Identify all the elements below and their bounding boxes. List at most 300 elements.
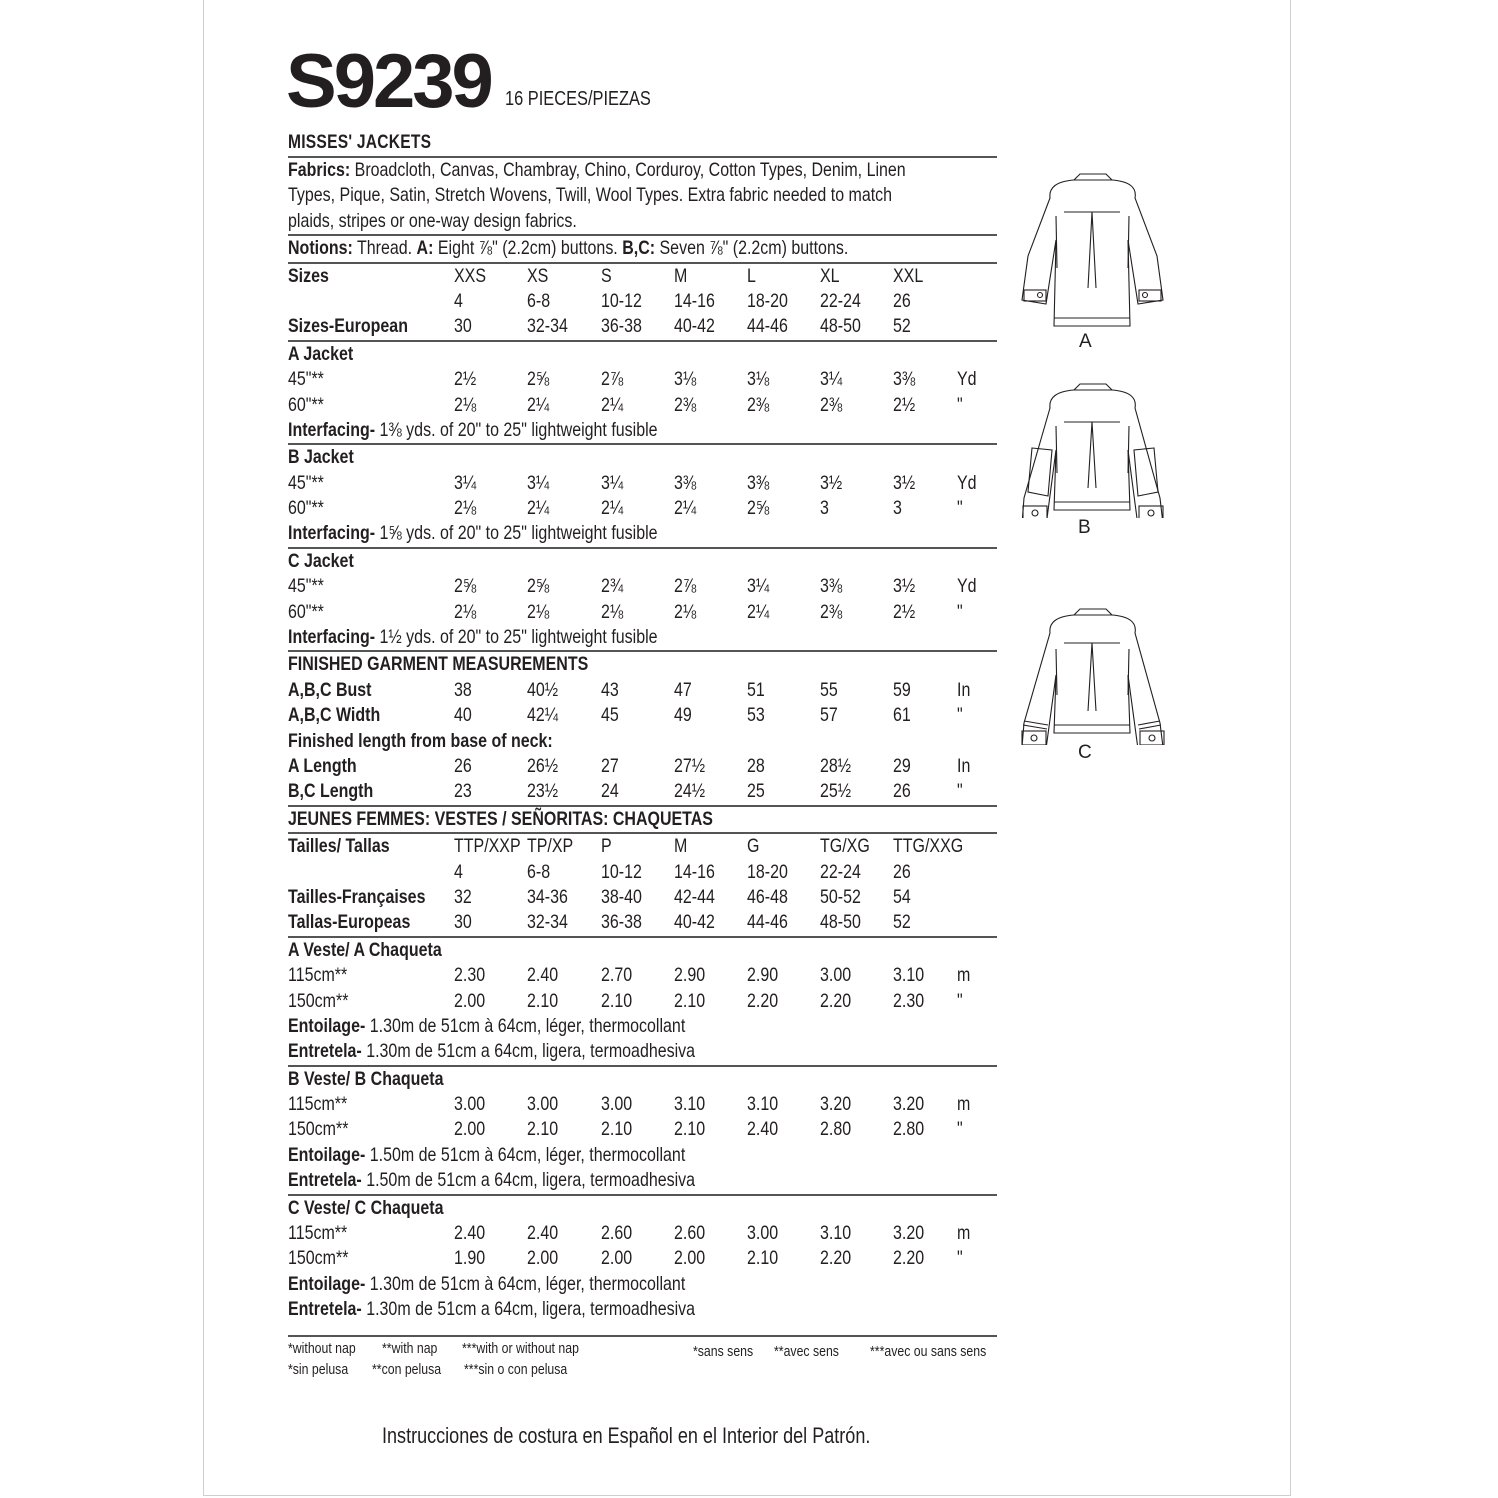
- value-cell: 47: [674, 678, 692, 701]
- row-label: 60"**: [288, 600, 324, 623]
- value-cell: 2¼: [527, 393, 550, 416]
- value-cell: 2.40: [454, 1222, 486, 1245]
- size-cell: 40-42: [674, 315, 715, 338]
- size-cell: XL: [820, 264, 840, 287]
- value-cell: 2.20: [747, 989, 779, 1012]
- value-cell: 2.80: [893, 1118, 925, 1141]
- fabrics-text-1: Broadcloth, Canvas, Chambray, Chino, Corduroy, Cotton Types, Denim, Linen: [354, 159, 906, 181]
- value-cell: 3: [893, 497, 902, 520]
- jacket-a-illustration: [1008, 168, 1178, 330]
- veste-section-b: [288, 1067, 997, 1194]
- value-cell: 2⅝: [527, 575, 550, 598]
- metric-row: [288, 1092, 997, 1117]
- value-cell: 2.40: [527, 964, 559, 987]
- value-cell: 61: [893, 704, 911, 727]
- value-cell: 2.10: [601, 1118, 633, 1141]
- value-cell: 2.00: [454, 989, 486, 1012]
- value-cell: 3.10: [893, 964, 925, 987]
- value-cell: 42-44: [674, 885, 715, 908]
- value-cell: 2⅞: [601, 368, 624, 391]
- row-label: A Veste/ A Chaqueta: [288, 938, 442, 961]
- value-cell: 3.10: [674, 1093, 706, 1116]
- value-cell: 45: [601, 704, 619, 727]
- yardage-chart: [288, 130, 997, 1379]
- value-cell: 2⅜: [674, 393, 697, 416]
- value-cell: 32: [454, 885, 472, 908]
- entoilage: [288, 1143, 997, 1168]
- value-cell: 27: [601, 754, 619, 777]
- jacket-title-row: [288, 445, 997, 470]
- value-cell: 34-36: [527, 885, 568, 908]
- value-cell: 3¼: [820, 368, 843, 391]
- row-label: Tailles-Françaises: [288, 885, 426, 908]
- value-cell: 23: [454, 780, 472, 803]
- size-cell: 14-16: [674, 289, 715, 312]
- a-length-row: [288, 754, 997, 779]
- unit-cell: ": [957, 497, 963, 520]
- unit-cell: ": [957, 704, 963, 727]
- metric-row: [288, 1246, 997, 1271]
- value-cell: 6-8: [527, 860, 551, 883]
- value-cell: P: [601, 835, 612, 858]
- entretela-text: 1.30m de 51cm a 64cm, ligera, termoadhesiva: [361, 1040, 696, 1063]
- entretela-label: Entretela-: [288, 1169, 362, 1192]
- sizes-label: Sizes: [288, 264, 329, 287]
- footnote-fr-1: *sans sens: [693, 1342, 754, 1360]
- row-label: 60"**: [288, 393, 324, 416]
- value-cell: 2.10: [674, 1118, 706, 1141]
- value-cell: 50-52: [820, 885, 861, 908]
- veste-title-row: [288, 938, 997, 963]
- spanish-instructions-note: Instrucciones de costura en Español en el Interior del Patrón.: [382, 1423, 871, 1448]
- notions-a-label: A:: [416, 237, 434, 260]
- yardage-row: [288, 393, 997, 418]
- value-cell: 2.10: [674, 989, 706, 1012]
- size-cell: 4: [454, 289, 463, 312]
- size-cell: 32-34: [527, 315, 568, 338]
- interfacing-label: Interfacing-: [288, 626, 376, 649]
- row-label: B Veste/ B Chaqueta: [288, 1067, 444, 1090]
- sizes-number-row: [288, 289, 997, 314]
- entretela: [288, 1039, 997, 1064]
- jacket-section-b: [288, 445, 997, 547]
- value-cell: 52: [893, 911, 911, 934]
- unit-cell: m: [957, 964, 971, 987]
- value-cell: 3.00: [820, 964, 852, 987]
- value-cell: 2.30: [454, 964, 486, 987]
- value-cell: 3.20: [820, 1093, 852, 1116]
- unit-cell: ": [957, 393, 963, 416]
- unit-cell: ": [957, 989, 963, 1012]
- jacket-c-illustration: [1008, 603, 1178, 745]
- value-cell: 3.00: [601, 1093, 633, 1116]
- value-cell: 25½: [820, 780, 852, 803]
- row-label: A Jacket: [288, 342, 354, 365]
- value-cell: 2⅝: [527, 368, 550, 391]
- intl-number-row: [288, 860, 997, 885]
- value-cell: 54: [893, 885, 911, 908]
- footnote-fr-2: **avec sens: [774, 1342, 839, 1360]
- jacket-section-c: [288, 549, 997, 651]
- size-cell: 36-38: [601, 315, 642, 338]
- unit-cell: m: [957, 1222, 971, 1245]
- fabrics-text-2: Types, Pique, Satin, Stretch Wovens, Twill, Wool Types. Extra fabric needed to match: [288, 184, 893, 207]
- value-cell: 2.00: [454, 1118, 486, 1141]
- value-cell: 2.40: [747, 1118, 779, 1141]
- value-cell: 25: [747, 780, 765, 803]
- value-cell: 44-46: [747, 911, 788, 934]
- size-cell: 22-24: [820, 289, 861, 312]
- entoilage-text: 1.30m de 51cm à 64cm, léger, thermocollant: [365, 1272, 686, 1295]
- veste-title-row: [288, 1067, 997, 1092]
- value-cell: 2.70: [601, 964, 633, 987]
- footnote-fr-3: ***avec ou sans sens: [870, 1342, 987, 1360]
- value-cell: 3.10: [820, 1222, 852, 1245]
- value-cell: TTP/XXP: [454, 835, 521, 858]
- value-cell: 57: [820, 704, 838, 727]
- fabrics-section: [288, 158, 997, 234]
- value-cell: 2¼: [674, 497, 697, 520]
- value-cell: 2⅝: [747, 497, 770, 520]
- value-cell: 59: [893, 678, 911, 701]
- value-cell: 2⅛: [454, 600, 477, 623]
- value-cell: 29: [893, 754, 911, 777]
- row-label: B Jacket: [288, 446, 354, 469]
- footnote-es-3: ***sin o con pelusa: [464, 1360, 568, 1378]
- value-cell: 2.10: [601, 989, 633, 1012]
- interfacing-label: Interfacing-: [288, 418, 376, 441]
- value-cell: 28: [747, 754, 765, 777]
- length-note: Finished length from base of neck:: [288, 729, 553, 752]
- unit-cell: ": [957, 600, 963, 623]
- value-cell: 2½: [893, 600, 916, 623]
- notions-bc-label: B,C:: [622, 237, 656, 260]
- row-label: A,B,C Width: [288, 704, 381, 727]
- entoilage: [288, 1272, 997, 1297]
- value-cell: 3.00: [527, 1093, 559, 1116]
- size-cell: L: [747, 264, 756, 287]
- jacket-section-a: [288, 342, 997, 444]
- value-cell: 2⅛: [454, 497, 477, 520]
- value-cell: 36-38: [601, 911, 642, 934]
- footnote-en-1: *without nap: [288, 1339, 356, 1357]
- value-cell: 30: [454, 911, 472, 934]
- value-cell: 3¼: [747, 575, 770, 598]
- value-cell: 3.00: [747, 1222, 779, 1245]
- row-label: 150cm**: [288, 1247, 349, 1270]
- illustration-label-a: A: [1079, 331, 1092, 352]
- jacket-c-back-icon: [1008, 603, 1178, 745]
- value-cell: 3.00: [454, 1093, 486, 1116]
- size-cell: 10-12: [601, 289, 642, 312]
- value-cell: 2.30: [893, 989, 925, 1012]
- size-cell: 44-46: [747, 315, 788, 338]
- veste-title-row: [288, 1196, 997, 1221]
- row-label: Tailles/ Tallas: [288, 835, 390, 858]
- unit-cell: In: [957, 754, 971, 777]
- value-cell: 3⅜: [893, 368, 916, 391]
- intl-letter-row: [288, 834, 997, 859]
- jacket-a-back-icon: [1008, 168, 1178, 330]
- unit-cell: Yd: [957, 368, 977, 391]
- yardage-row: [288, 600, 997, 625]
- illustration-label-c: C: [1078, 742, 1092, 763]
- notions-thread: Thread.: [357, 237, 413, 260]
- value-cell: 42¼: [527, 704, 559, 727]
- size-cell: M: [674, 264, 688, 287]
- value-cell: 26½: [527, 754, 559, 777]
- footnote-es-2: **con pelusa: [372, 1360, 442, 1378]
- value-cell: 2¼: [601, 393, 624, 416]
- value-cell: TTG/XXG: [893, 835, 964, 858]
- value-cell: 26: [893, 860, 911, 883]
- pattern-title: MISSES' JACKETS: [288, 132, 432, 153]
- unit-cell: Yd: [957, 575, 977, 598]
- jacket-b-illustration: [1008, 378, 1178, 518]
- yardage-row: [288, 471, 997, 496]
- value-cell: 3.20: [893, 1093, 925, 1116]
- interfacing: [288, 418, 997, 443]
- entoilage-label: Entoilage-: [288, 1272, 366, 1295]
- size-cell: 48-50: [820, 315, 861, 338]
- value-cell: 24: [601, 780, 619, 803]
- value-cell: 2⅜: [820, 600, 843, 623]
- value-cell: 3½: [820, 471, 843, 494]
- unit-cell: In: [957, 678, 971, 701]
- metric-row: [288, 963, 997, 988]
- value-cell: 4: [454, 860, 463, 883]
- interfacing-label: Interfacing-: [288, 522, 376, 545]
- value-cell: 2.40: [527, 1222, 559, 1245]
- entretela-text: 1.30m de 51cm a 64cm, ligera, termoadhesiva: [361, 1298, 696, 1321]
- row-label: 60"**: [288, 497, 324, 520]
- value-cell: 2¼: [527, 497, 550, 520]
- entoilage-label: Entoilage-: [288, 1014, 366, 1037]
- notions-a-text: Eight ⅞" (2.2cm) buttons.: [437, 237, 618, 260]
- row-label: 115cm**: [288, 1222, 348, 1245]
- value-cell: M: [674, 835, 688, 858]
- value-cell: 3⅛: [674, 368, 697, 391]
- width-row: [288, 703, 997, 728]
- value-cell: 2.90: [674, 964, 706, 987]
- value-cell: 2⅛: [527, 600, 550, 623]
- row-label: 115cm**: [288, 964, 348, 987]
- value-cell: 2¾: [601, 575, 624, 598]
- row-label: 45"**: [288, 368, 324, 391]
- value-cell: 2.10: [527, 989, 559, 1012]
- value-cell: 3⅜: [747, 471, 770, 494]
- unit-cell: ": [957, 780, 963, 803]
- sizes-letter-row: [288, 264, 997, 289]
- value-cell: 40: [454, 704, 472, 727]
- footnotes: [288, 1337, 997, 1379]
- value-cell: 48-50: [820, 911, 861, 934]
- interfacing: [288, 521, 997, 546]
- row-label: 150cm**: [288, 1118, 349, 1141]
- jacket-title-row: [288, 342, 997, 367]
- value-cell: 26: [893, 780, 911, 803]
- row-label: 150cm**: [288, 989, 349, 1012]
- value-cell: G: [747, 835, 760, 858]
- notions-section: [288, 236, 997, 261]
- value-cell: 2.60: [674, 1222, 706, 1245]
- value-cell: 55: [820, 678, 838, 701]
- value-cell: 28½: [820, 754, 852, 777]
- size-cell: XS: [527, 264, 549, 287]
- value-cell: 23½: [527, 780, 559, 803]
- value-cell: 2⅛: [674, 600, 697, 623]
- row-label: Tallas-Europeas: [288, 911, 411, 934]
- value-cell: 46-48: [747, 885, 788, 908]
- row-label: B,C Length: [288, 780, 374, 803]
- pieces-count: 16 PIECES/PIEZAS: [505, 88, 651, 110]
- sizes-european-row: [288, 314, 997, 339]
- value-cell: 38-40: [601, 885, 642, 908]
- value-cell: 3⅜: [674, 471, 697, 494]
- fabrics-label: Fabrics:: [288, 159, 351, 181]
- entretela: [288, 1168, 997, 1193]
- value-cell: 43: [601, 678, 619, 701]
- value-cell: 2.80: [820, 1118, 852, 1141]
- interfacing-text: 1½ yds. of 20" to 25" lightweight fusible: [375, 626, 658, 649]
- value-cell: 3⅜: [820, 575, 843, 598]
- value-cell: 24½: [674, 780, 706, 803]
- size-cell: XXS: [454, 264, 487, 287]
- value-cell: 2⅛: [454, 393, 477, 416]
- value-cell: 3½: [893, 575, 916, 598]
- illustration-label-b: B: [1078, 517, 1091, 538]
- value-cell: 3.20: [893, 1222, 925, 1245]
- value-cell: TP/XP: [527, 835, 574, 858]
- metric-row: [288, 989, 997, 1014]
- value-cell: 2.10: [527, 1118, 559, 1141]
- intl-french-row: [288, 885, 997, 910]
- metric-row: [288, 1117, 997, 1142]
- sizes-european-label: Sizes-European: [288, 315, 408, 338]
- intl-euro-row: [288, 910, 997, 935]
- entoilage: [288, 1014, 997, 1039]
- size-cell: 6-8: [527, 289, 551, 312]
- value-cell: 3¼: [527, 471, 550, 494]
- unit-cell: Yd: [957, 471, 977, 494]
- value-cell: 18-20: [747, 860, 788, 883]
- intl-section: [288, 807, 997, 936]
- entretela-label: Entretela-: [288, 1040, 362, 1063]
- interfacing-text: 1⅜ yds. of 20" to 25" lightweight fusible: [375, 418, 658, 441]
- value-cell: 3½: [893, 471, 916, 494]
- value-cell: 2.00: [674, 1247, 706, 1270]
- unit-cell: m: [957, 1093, 971, 1116]
- footnote-en-2: **with nap: [382, 1339, 438, 1357]
- value-cell: 2.20: [820, 1247, 852, 1270]
- yardage-row: [288, 574, 997, 599]
- notions-bc-text: Seven ⅞" (2.2cm) buttons.: [659, 237, 849, 260]
- value-cell: 3⅛: [747, 368, 770, 391]
- value-cell: 2⅛: [601, 600, 624, 623]
- footnote-en-3: ***with or without nap: [462, 1339, 579, 1357]
- entretela: [288, 1297, 997, 1322]
- value-cell: 2.20: [893, 1247, 925, 1270]
- finished-measurements-section: [288, 652, 997, 804]
- sizes-section: [288, 264, 997, 340]
- value-cell: 32-34: [527, 911, 568, 934]
- metric-row: [288, 1221, 997, 1246]
- value-cell: 2.00: [601, 1247, 633, 1270]
- value-cell: 27½: [674, 754, 706, 777]
- entoilage-label: Entoilage-: [288, 1143, 366, 1166]
- unit-cell: ": [957, 1247, 963, 1270]
- value-cell: 2.00: [527, 1247, 559, 1270]
- row-label: C Veste/ C Chaqueta: [288, 1196, 444, 1219]
- value-cell: 2⅞: [674, 575, 697, 598]
- value-cell: 40½: [527, 678, 559, 701]
- value-cell: 2½: [893, 393, 916, 416]
- unit-cell: ": [957, 1118, 963, 1141]
- interfacing: [288, 625, 997, 650]
- value-cell: 22-24: [820, 860, 861, 883]
- value-cell: 38: [454, 678, 472, 701]
- value-cell: 2.10: [747, 1247, 779, 1270]
- value-cell: 2.60: [601, 1222, 633, 1245]
- size-cell: XXL: [893, 264, 924, 287]
- value-cell: 2⅝: [454, 575, 477, 598]
- jacket-title-row: [288, 549, 997, 574]
- interfacing-text: 1⅝ yds. of 20" to 25" lightweight fusible: [375, 522, 658, 545]
- row-label: C Jacket: [288, 549, 354, 572]
- size-cell: S: [601, 264, 612, 287]
- yardage-row: [288, 367, 997, 392]
- row-label: 115cm**: [288, 1093, 348, 1116]
- value-cell: 51: [747, 678, 765, 701]
- value-cell: 3: [820, 497, 829, 520]
- size-cell: 30: [454, 315, 472, 338]
- pattern-number: S9239: [286, 39, 491, 124]
- notions-label: Notions:: [288, 237, 353, 260]
- fabrics-text-3: plaids, stripes or one-way design fabrics.: [288, 209, 577, 232]
- value-cell: 2¼: [601, 497, 624, 520]
- value-cell: 2.20: [820, 989, 852, 1012]
- value-cell: 3¼: [601, 471, 624, 494]
- row-label: A,B,C Bust: [288, 678, 372, 701]
- value-cell: 10-12: [601, 860, 642, 883]
- size-cell: 52: [893, 315, 911, 338]
- value-cell: 2.90: [747, 964, 779, 987]
- value-cell: 26: [454, 754, 472, 777]
- footnote-es-1: *sin pelusa: [288, 1360, 349, 1378]
- value-cell: TG/XG: [820, 835, 870, 858]
- value-cell: 2⅜: [820, 393, 843, 416]
- value-cell: 49: [674, 704, 692, 727]
- value-cell: 14-16: [674, 860, 715, 883]
- value-cell: 3.10: [747, 1093, 779, 1116]
- bust-row: [288, 678, 997, 703]
- row-label: 45"**: [288, 575, 324, 598]
- veste-section-c: [288, 1196, 997, 1323]
- bc-length-row: [288, 779, 997, 804]
- veste-section-a: [288, 938, 997, 1065]
- yardage-row: [288, 496, 997, 521]
- finished-title: FINISHED GARMENT MEASUREMENTS: [288, 653, 589, 676]
- intl-title: JEUNES FEMMES: VESTES / SEÑORITAS: CHAQUETAS: [288, 807, 713, 830]
- value-cell: 40-42: [674, 911, 715, 934]
- size-cell: 26: [893, 289, 911, 312]
- value-cell: 2½: [454, 368, 477, 391]
- value-cell: 53: [747, 704, 765, 727]
- entretela-label: Entretela-: [288, 1298, 362, 1321]
- value-cell: 2⅜: [747, 393, 770, 416]
- value-cell: 1.90: [454, 1247, 486, 1270]
- row-label: 45"**: [288, 471, 324, 494]
